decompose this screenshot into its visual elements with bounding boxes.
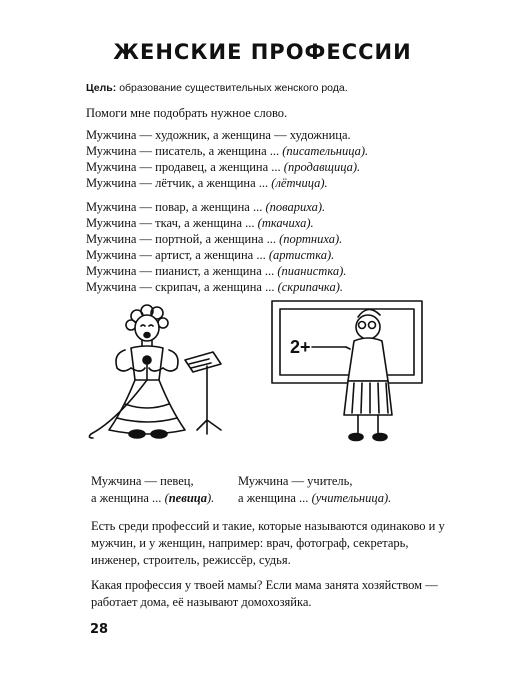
exercise-line: Мужчина — пианист, а женщина ... (пианистка). — [86, 264, 347, 278]
exercise-line: Мужчина — продавец, а женщина ... (продавщица). — [86, 160, 361, 174]
exercise-line: Мужчина — ткач, а женщина ... (ткачиха). — [86, 216, 314, 230]
page-title: ЖЕНСКИЕ ПРОФЕССИИ — [113, 40, 412, 64]
goal-text: образование существительных женского рода. — [119, 82, 348, 94]
exercise-line: Мужчина — повар, а женщина ... (повариха). — [86, 200, 326, 214]
paragraph-same-professions: Есть среди профессий и такие, которые называются одинаково и у мужчин, и у женщин, например: врач, фотограф, секретарь, инженер, строитель, режиссёр, судья. — [91, 519, 445, 567]
exercise-line: Мужчина — художник, а женщина — художница. — [86, 128, 351, 142]
intro-text: Помоги мне подобрать нужное слово. — [86, 106, 288, 120]
exercise-line: Мужчина — лётчик, а женщина ... (лётчица). — [86, 176, 328, 190]
goal-label: Цель: — [86, 82, 117, 94]
caption-teacher: Мужчина — учитель, а женщина ... (учительница). — [238, 474, 392, 505]
board-text: 2+ — [290, 337, 311, 357]
exercise-block-2 — [86, 199, 346, 295]
singer-illustration — [85, 300, 235, 450]
paragraph-mother-profession: Какая профессия у твоей мамы? Если мама занята хозяйством — работает дома, её называют домохозяйка. — [91, 578, 438, 609]
exercise-line: Мужчина — артист, а женщина ... (артистка). — [86, 248, 335, 262]
page-number: 28 — [90, 622, 109, 637]
caption-singer: Мужчина — певец, а женщина ... (певица). — [91, 474, 215, 505]
exercise-line: Мужчина — писатель, а женщина ... (писательница). — [86, 144, 369, 158]
exercise-line: Мужчина — скрипач, а женщина ... (скрипачка). — [86, 280, 344, 294]
exercise-line: Мужчина — портной, а женщина ... (портниха). — [86, 232, 343, 246]
goal-line — [86, 82, 348, 94]
exercise-block-1 — [86, 127, 368, 191]
teacher-illustration — [268, 293, 428, 453]
